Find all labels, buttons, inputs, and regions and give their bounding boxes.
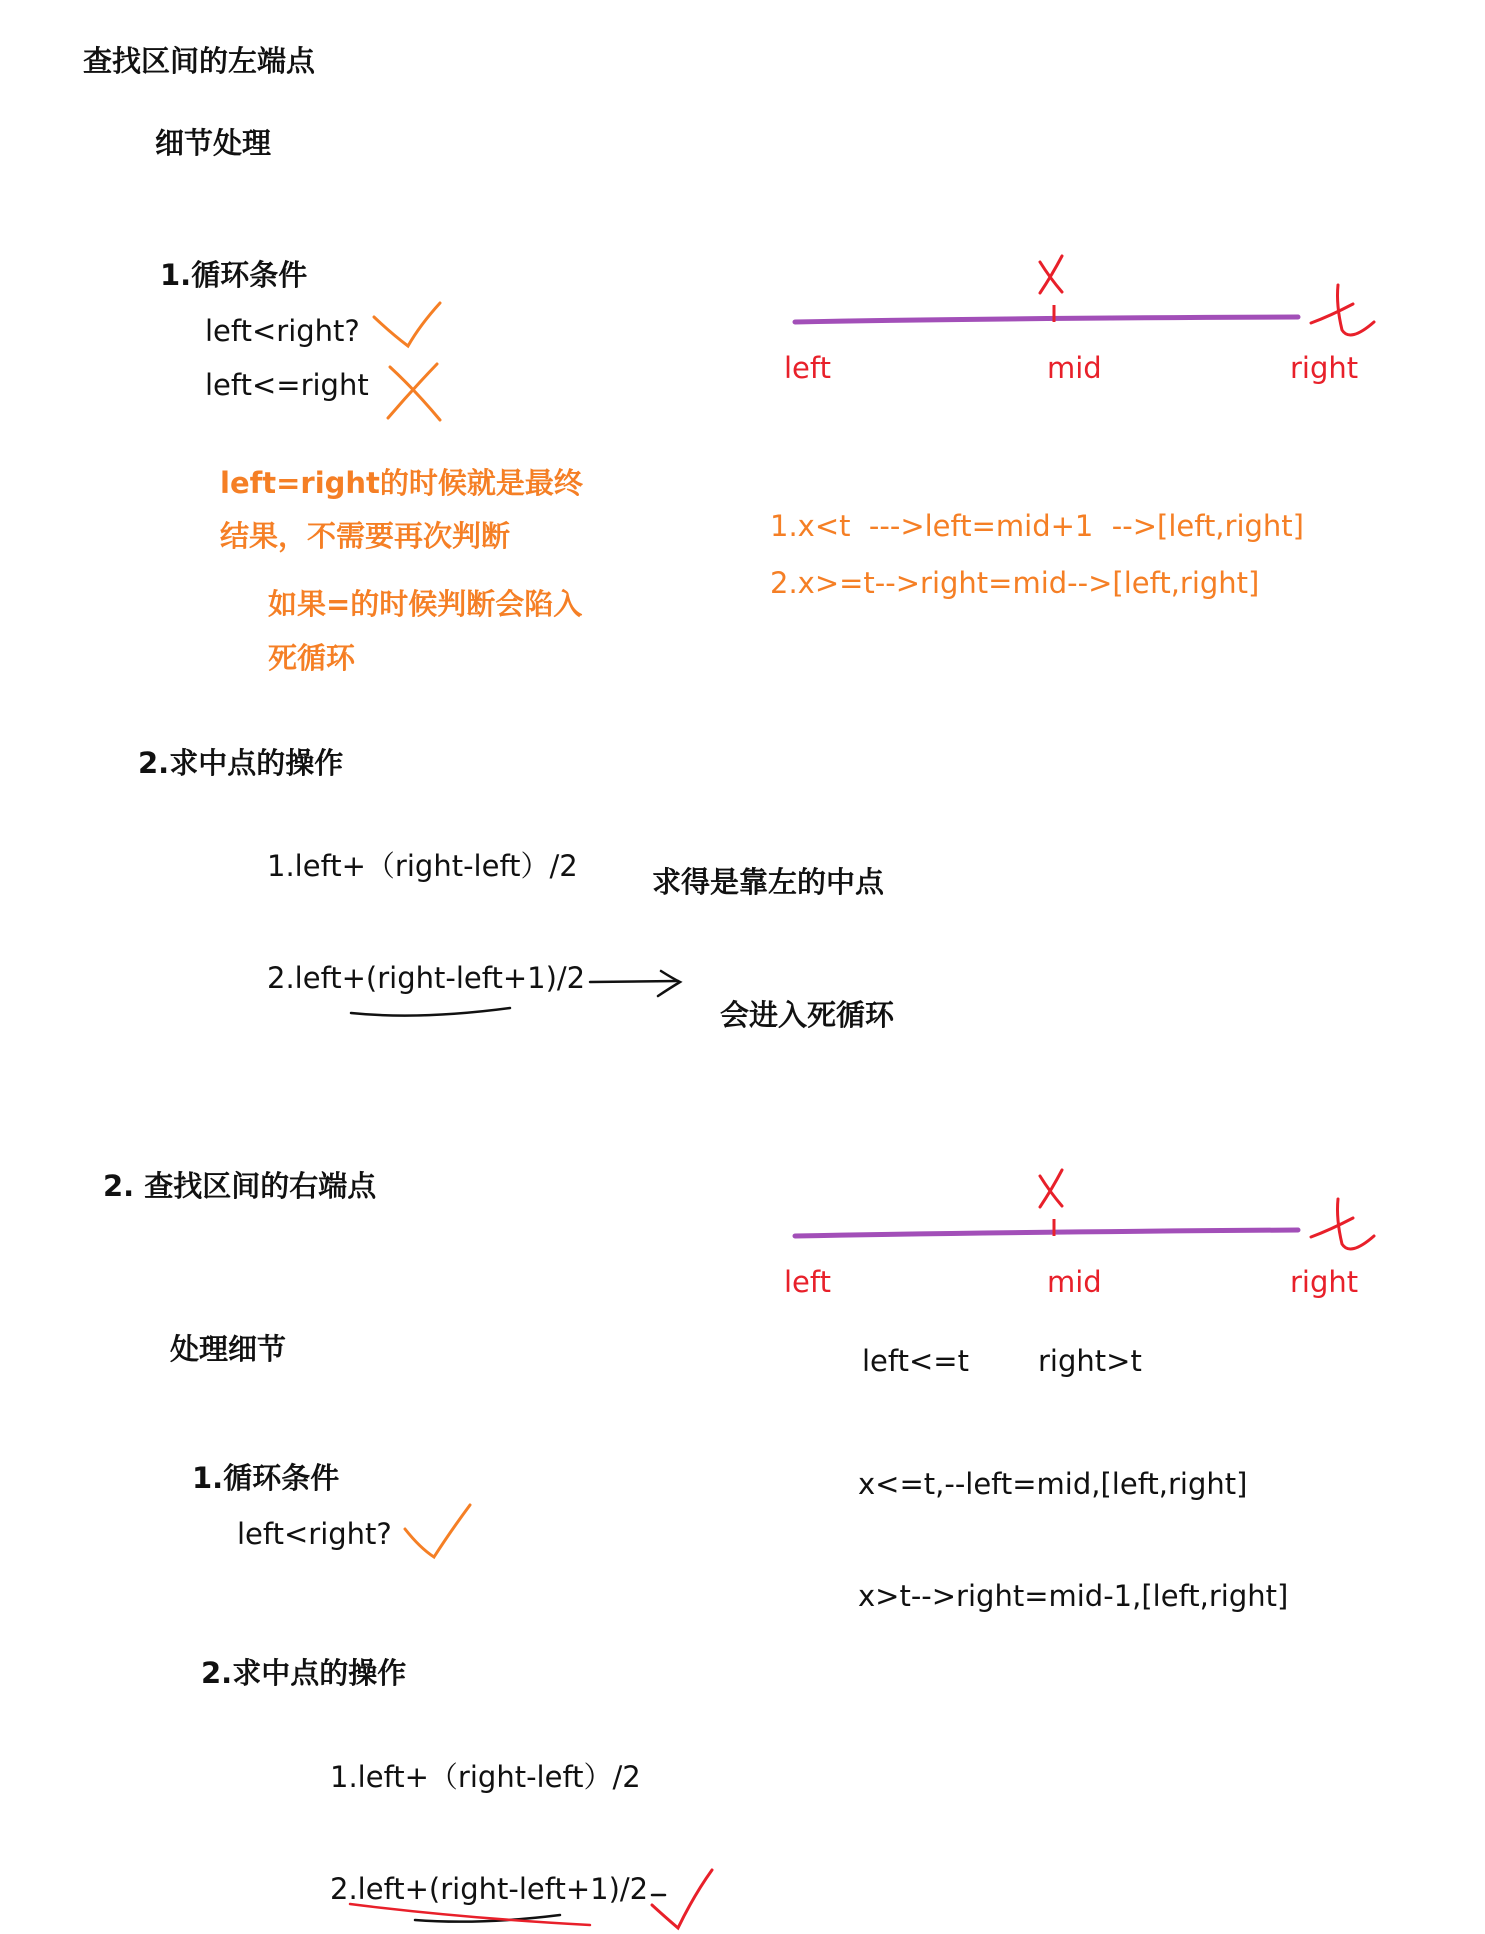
section1-mid-option-2: 2.left+(right-left+1)/2 (267, 961, 586, 995)
section1-mid2-arrow-shaft (590, 981, 678, 982)
section1-note-line-4: 死循环 (268, 641, 356, 675)
diagram1-x-mark (1040, 256, 1062, 293)
section1-mid-option-1: 1.left+（right-left）/2 (267, 849, 578, 883)
section1-mid-option-1-note: 求得是靠左的中点 (652, 865, 885, 899)
section2-loop-option-1: left<right? (237, 1517, 392, 1551)
section1-mid2-arrow-head (658, 971, 680, 996)
diagram1-label-mid: mid (1047, 351, 1102, 385)
section2-subtitle: 处理细节 (170, 1332, 287, 1366)
diagram2-x-mark (1040, 1170, 1062, 1207)
section1-loop-heading: 1.循环条件 (160, 258, 308, 292)
section1-mid-option-2-note: 会进入死循环 (720, 998, 895, 1032)
section2-mid-heading: 2.求中点的操作 (201, 1656, 407, 1690)
diagram1-label-left: left (784, 351, 831, 385)
section2-title: 2. 查找区间的右端点 (103, 1169, 377, 1203)
section2-mid2-underline-red (350, 1904, 590, 1925)
section1-note-line-2: 结果，不需要再次判断 (220, 519, 511, 553)
diagram2-rule-1: x<=t,--left=mid,[left,right] (858, 1467, 1248, 1501)
diagram1-rule-1: 1.x<t --->left=mid+1 -->[left,right] (770, 509, 1304, 543)
section2-loop-heading: 1.循环条件 (192, 1461, 340, 1495)
diagram2-rule-2: x>t-->right=mid-1,[left,right] (858, 1579, 1289, 1613)
diagram2-label-left: left (784, 1265, 831, 1299)
section1-mid-heading: 2.求中点的操作 (138, 746, 344, 780)
diagram2-cond-right: right>t (1038, 1344, 1142, 1378)
section1-check-orange (374, 303, 440, 346)
diagram1-t-mark (1311, 285, 1374, 335)
diagram2-label-mid: mid (1047, 1265, 1102, 1299)
section1-title: 查找区间的左端点 (83, 44, 316, 78)
diagram1-label-right: right (1290, 351, 1359, 385)
diagram2-cond-left: left<=t (862, 1344, 969, 1378)
diagram2-t-mark (1311, 1199, 1374, 1249)
section1-subtitle: 细节处理 (155, 126, 272, 160)
section2-check-red (652, 1870, 712, 1928)
section2-mid-option-2: 2.left+(right-left+1)/2 (330, 1872, 649, 1906)
section2-mid2-underline-black (415, 1915, 560, 1922)
diagram2-number-line (795, 1230, 1298, 1236)
diagram1-number-line (795, 317, 1298, 322)
section1-mid2-underline (351, 1008, 510, 1016)
section2-mid-option-1: 1.left+（right-left）/2 (330, 1760, 641, 1794)
section1-cross-orange (388, 364, 440, 420)
section1-loop-option-1: left<right? (205, 314, 360, 348)
section1-note-line-1: left=right的时候就是最终 (220, 466, 583, 500)
diagram2-label-right: right (1290, 1265, 1359, 1299)
section1-loop-option-2: left<=right (205, 368, 369, 402)
section2-check-orange (405, 1505, 470, 1557)
diagram1-rule-2: 2.x>=t-->right=mid-->[left,right] (770, 566, 1260, 600)
section1-note-line-3: 如果=的时候判断会陷入 (268, 587, 583, 621)
